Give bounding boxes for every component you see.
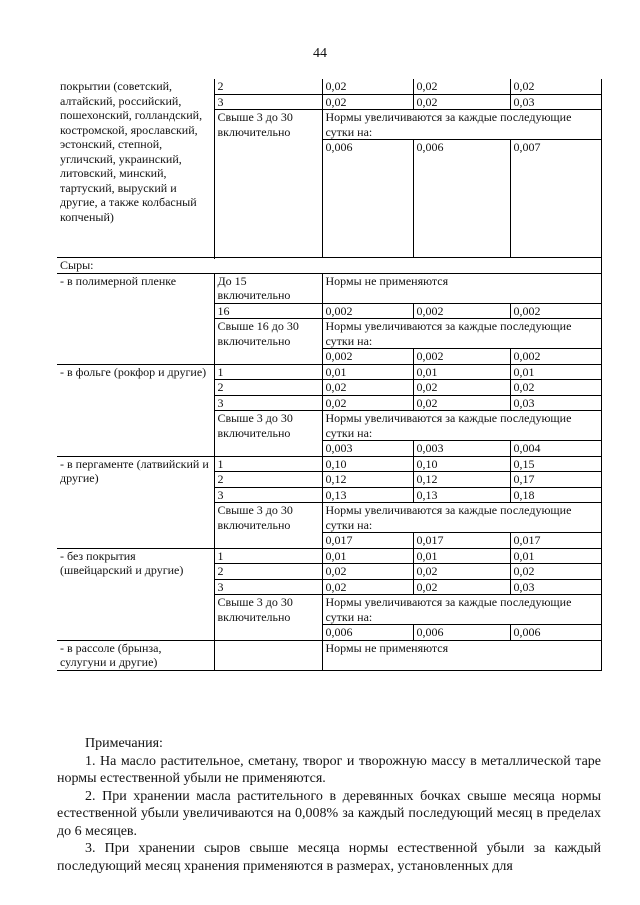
norm-value: 0,02 — [413, 579, 510, 595]
storage-days: 16 — [214, 303, 322, 319]
norm-increase: 0,006 — [322, 625, 413, 641]
norm-value: 0,02 — [322, 395, 413, 411]
norm-increase: 0,007 — [510, 140, 601, 258]
norm-value: 0,02 — [510, 79, 601, 94]
storage-days: 1 — [214, 364, 322, 380]
section-header-cheese: Сыры: — [57, 258, 601, 274]
norm-value: 0,15 — [510, 456, 601, 472]
norm-value: 0,18 — [510, 487, 601, 503]
norm-value: 0,02 — [413, 380, 510, 396]
increase-note: Нормы увеличиваются за каждые последующие сутки на: — [322, 110, 601, 140]
norm-value: 0,01 — [322, 364, 413, 380]
norm-value: 0,02 — [413, 564, 510, 580]
notes-heading: Примечания: — [85, 736, 163, 751]
storage-days: 2 — [214, 472, 322, 488]
norm-increase: 0,003 — [413, 441, 510, 457]
storage-days: 3 — [214, 94, 322, 110]
norm-increase: 0,004 — [510, 441, 601, 457]
norms-not-applied: Нормы не применяются — [322, 640, 601, 670]
norm-value: 0,10 — [413, 456, 510, 472]
norm-value: 0,02 — [413, 79, 510, 94]
norm-value: 0,02 — [510, 380, 601, 396]
page-number: 44 — [313, 46, 327, 61]
increase-note: Нормы увеличиваются за каждые последующие сутки на: — [322, 503, 601, 533]
norm-value: 0,02 — [322, 380, 413, 396]
norm-increase: 0,002 — [413, 349, 510, 365]
norm-value: 0,02 — [322, 79, 413, 94]
storage-days: Свыше 3 до 30 включительно — [214, 503, 322, 549]
norm-value: 0,02 — [413, 94, 510, 110]
note-3: 3. При хранении сыров свыше месяца нормы естественной убыли за каждый последующий месяц хранения применяются в размерах, установленных для — [57, 841, 601, 874]
norm-value: 0,01 — [510, 364, 601, 380]
product-description: - в рассоле (брынза, сулугуни и другие) — [57, 640, 214, 670]
norm-value: 0,002 — [510, 303, 601, 319]
norm-increase: 0,006 — [510, 625, 601, 641]
norm-value: 0,02 — [413, 395, 510, 411]
norm-value: 0,13 — [413, 487, 510, 503]
product-description: - без покрытия (швейцарский и другие) — [57, 548, 214, 640]
storage-days: 1 — [214, 548, 322, 564]
storage-days: Свыше 16 до 30 включительно — [214, 319, 322, 365]
norm-increase: 0,017 — [322, 533, 413, 549]
norm-value: 0,002 — [322, 303, 413, 319]
norm-increase: 0,006 — [322, 140, 413, 258]
norm-increase: 0,002 — [510, 349, 601, 365]
product-description: - в фольге (рокфор и другие) — [57, 364, 214, 456]
norm-increase: 0,006 — [413, 625, 510, 641]
norms-not-applied: Нормы не применяются — [322, 273, 601, 303]
storage-days: 2 — [214, 79, 322, 94]
increase-note: Нормы увеличиваются за каждые последующие сутки на: — [322, 319, 601, 349]
norm-value: 0,002 — [413, 303, 510, 319]
norm-value: 0,03 — [510, 395, 601, 411]
product-description: покрытии (советский, алтайский, российский, пошехонский, голландский, костромской, ярославский, эстонский, степной, угличский, украинский, литовский, минский, тартуский, выруский и другие, а также колбасный копченый) — [57, 79, 214, 258]
product-description: - в полимерной пленке — [57, 273, 214, 364]
note-2: 2. При хранении масла растительного в деревянных бочках свыше месяца нормы естественной убыли увеличиваются на 0,008% за каждый последующий месяц в пределах до 6 месяцев. — [57, 788, 601, 839]
norm-value: 0,02 — [322, 579, 413, 595]
norm-value: 0,17 — [510, 472, 601, 488]
storage-days: 3 — [214, 487, 322, 503]
norm-value: 0,12 — [322, 472, 413, 488]
norm-value: 0,13 — [322, 487, 413, 503]
norm-value: 0,03 — [510, 579, 601, 595]
increase-note: Нормы увеличиваются за каждые последующие сутки на: — [322, 411, 601, 441]
norm-value: 0,02 — [322, 94, 413, 110]
storage-days: 3 — [214, 395, 322, 411]
increase-note: Нормы увеличиваются за каждые последующие сутки на: — [322, 595, 601, 625]
norm-value: 0,01 — [322, 548, 413, 564]
norm-increase: 0,006 — [413, 140, 510, 258]
natural-loss-norms-table — [57, 79, 602, 671]
product-description: - в пергаменте (латвийский и другие) — [57, 456, 214, 548]
norm-increase: 0,017 — [413, 533, 510, 549]
norm-value: 0,12 — [413, 472, 510, 488]
norm-value: 0,10 — [322, 456, 413, 472]
norm-value: 0,02 — [322, 564, 413, 580]
storage-days: Свыше 3 до 30 включительно — [214, 110, 322, 258]
storage-days: Свыше 3 до 30 включительно — [214, 595, 322, 641]
note-1: 1. На масло растительное, сметану, творог и творожную массу в металлической таре нормы естественной убыли не применяются. — [57, 753, 601, 786]
notes-section — [57, 735, 601, 875]
storage-days: До 15 включительно — [214, 273, 322, 303]
norm-value: 0,01 — [413, 548, 510, 564]
norm-value: 0,02 — [510, 564, 601, 580]
storage-days: 2 — [214, 380, 322, 396]
norm-value: 0,01 — [510, 548, 601, 564]
norm-value: 0,03 — [510, 94, 601, 110]
norm-increase: 0,003 — [322, 441, 413, 457]
storage-days: 2 — [214, 564, 322, 580]
norm-value: 0,01 — [413, 364, 510, 380]
norm-increase: 0,017 — [510, 533, 601, 549]
norm-increase: 0,002 — [322, 349, 413, 365]
storage-days-empty — [214, 640, 322, 670]
storage-days: Свыше 3 до 30 включительно — [214, 411, 322, 457]
storage-days: 3 — [214, 579, 322, 595]
storage-days: 1 — [214, 456, 322, 472]
